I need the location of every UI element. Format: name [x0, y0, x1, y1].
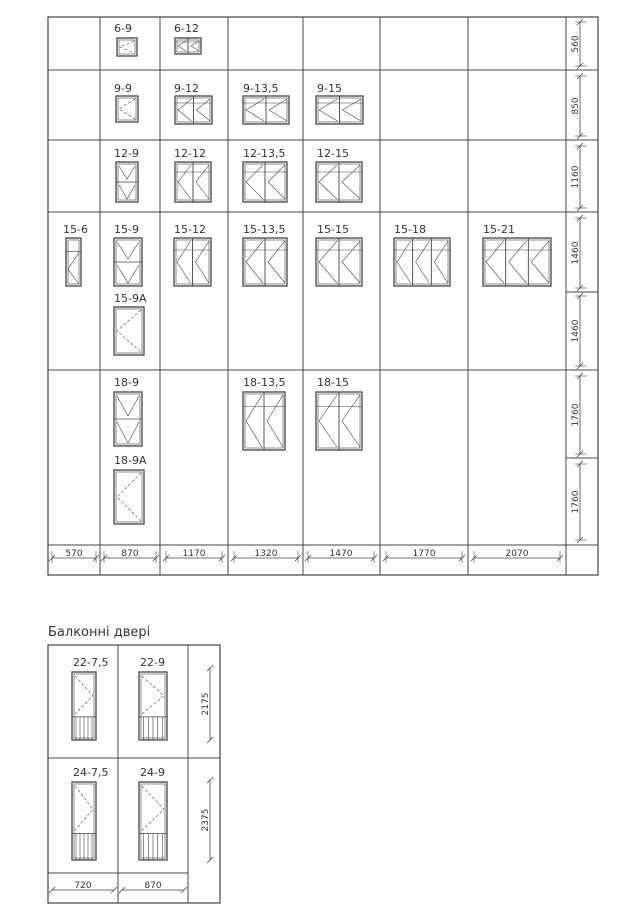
window-symbol [316, 96, 363, 124]
window-opening-mark [269, 99, 287, 121]
window-inner-frame [116, 309, 142, 353]
balcony-door-symbol [72, 782, 96, 860]
balcony-door-label: 22-9 [140, 656, 165, 669]
balcony-door-symbol [139, 672, 167, 740]
window-opening-mark [117, 422, 139, 443]
window-frame [114, 307, 144, 355]
door-opening-mark [75, 676, 93, 714]
window-label: 18-9 [114, 376, 139, 389]
window-label: 6-12 [174, 22, 199, 35]
window-opening-mark [68, 252, 79, 284]
window-label: 12-12 [174, 147, 206, 160]
balcony-height-label: 2175 [201, 692, 211, 716]
window-opening-mark [117, 473, 141, 521]
door-opening-mark [75, 786, 93, 830]
window-symbol [394, 238, 450, 286]
balcony-door-label: 24-7,5 [73, 766, 109, 779]
window-symbol [243, 96, 289, 124]
window-opening-mark [119, 185, 135, 199]
window-symbol [175, 162, 211, 202]
window-opening-mark [434, 241, 448, 283]
window-frame [114, 470, 144, 524]
window-opening-mark [268, 241, 285, 283]
window-label: 6-9 [114, 22, 132, 35]
window-opening-mark [246, 99, 264, 121]
window-opening-mark [246, 395, 262, 447]
window-inner-frame [118, 98, 136, 120]
window-frame [483, 238, 551, 286]
row-height-label: 1460 [571, 241, 581, 265]
window-symbol [316, 238, 362, 286]
window-opening-mark [342, 241, 360, 283]
window-symbol [116, 96, 138, 122]
window-symbol [175, 38, 201, 54]
balcony-door-label: 22-7,5 [73, 656, 109, 669]
window-opening-mark [416, 241, 430, 283]
window-opening-mark [397, 241, 411, 283]
balcony-doors-title: Балконні двері [48, 625, 151, 640]
window-inner-frame [485, 240, 549, 284]
row-height-label: 1760 [571, 490, 581, 514]
window-opening-mark [178, 99, 192, 121]
window-label: 9-15 [317, 82, 342, 95]
row-height-label: 850 [571, 97, 581, 115]
window-symbol [483, 238, 551, 286]
window-opening-mark [531, 241, 549, 283]
balcony-width-label: 720 [74, 881, 92, 891]
window-inner-frame [116, 472, 142, 522]
row-height-label: 560 [571, 35, 581, 53]
window-opening-mark [342, 165, 360, 199]
window-opening-mark [343, 99, 362, 121]
row-height-label: 1760 [571, 403, 581, 427]
balcony-width-label: 870 [144, 881, 162, 891]
window-opening-mark [178, 41, 186, 51]
window-opening-mark [246, 241, 263, 283]
window-inner-frame [68, 240, 79, 284]
row-height-label: 1160 [571, 165, 581, 189]
window-opening-mark [342, 395, 360, 447]
window-opening-mark [196, 241, 210, 283]
column-width-label: 1770 [412, 549, 436, 559]
window-opening-mark [178, 165, 191, 199]
window-label: 15-18 [394, 223, 426, 236]
window-label: 9-9 [114, 82, 132, 95]
window-opening-mark [117, 396, 139, 416]
window-label: 15-9 [114, 223, 139, 236]
window-label: 9-13,5 [243, 82, 279, 95]
window-symbol [316, 162, 362, 202]
balcony-door-symbol [72, 672, 96, 740]
column-width-label: 1320 [254, 549, 278, 559]
window-opening-mark [319, 395, 337, 447]
window-opening-mark [268, 165, 285, 199]
window-opening-mark [117, 265, 139, 283]
column-width-label: 870 [121, 549, 139, 559]
window-label: 18-9A [114, 454, 147, 467]
window-label: 15-12 [174, 223, 206, 236]
row-height-label: 1460 [571, 319, 581, 343]
window-symbol [174, 238, 211, 286]
window-symbol [114, 307, 144, 355]
window-symbol [114, 238, 142, 286]
window-opening-mark [119, 99, 135, 119]
column-width-label: 1470 [329, 549, 353, 559]
window-label: 12-15 [317, 147, 349, 160]
door-opening-mark [142, 786, 164, 830]
column-width-label: 2070 [505, 549, 529, 559]
window-opening-mark [319, 165, 337, 199]
window-label: 18-15 [317, 376, 349, 389]
window-opening-mark [119, 166, 135, 179]
window-label: 15-9A [114, 292, 147, 305]
window-opening-mark [191, 41, 199, 51]
balcony-door-label: 24-9 [140, 766, 165, 779]
window-opening-mark [196, 165, 209, 199]
window-label: 15-15 [317, 223, 349, 236]
window-symbol [117, 38, 137, 56]
window-symbols [63, 22, 551, 524]
window-label: 15-21 [483, 223, 515, 236]
window-opening-mark [319, 99, 338, 121]
window-frame [116, 96, 138, 122]
window-opening-mark [177, 241, 191, 283]
window-inner-frame [119, 40, 135, 54]
balcony-door-symbol [139, 782, 167, 860]
window-opening-mark [319, 241, 337, 283]
window-symbol [114, 470, 144, 524]
row-height-dimensions [571, 19, 587, 543]
window-label: 15-13,5 [243, 223, 286, 236]
window-opening-mark [246, 165, 263, 199]
balcony-height-label: 2375 [201, 808, 211, 832]
window-symbol [243, 238, 287, 286]
column-width-dimensions [49, 549, 563, 563]
window-symbol [175, 96, 212, 124]
window-symbol [114, 392, 142, 446]
column-width-label: 570 [65, 549, 83, 559]
window-opening-mark [120, 41, 134, 53]
window-label: 12-13,5 [243, 147, 286, 160]
window-inner-frame [396, 240, 448, 284]
column-width-label: 1170 [182, 549, 206, 559]
window-label: 12-9 [114, 147, 139, 160]
window-opening-mark [267, 395, 283, 447]
door-opening-mark [142, 676, 164, 714]
window-symbol [243, 162, 287, 202]
window-label: 15-6 [63, 223, 88, 236]
window-label: 18-13,5 [243, 376, 286, 389]
window-symbol [116, 162, 138, 202]
window-symbol [316, 392, 362, 450]
window-symbol [66, 238, 81, 286]
window-opening-mark [117, 242, 139, 259]
window-opening-mark [486, 241, 504, 283]
window-opening-mark [509, 241, 527, 283]
window-frame [394, 238, 450, 286]
window-opening-mark [197, 99, 211, 121]
window-opening-mark [117, 310, 141, 352]
window-label: 9-12 [174, 82, 199, 95]
window-symbol [243, 392, 285, 450]
